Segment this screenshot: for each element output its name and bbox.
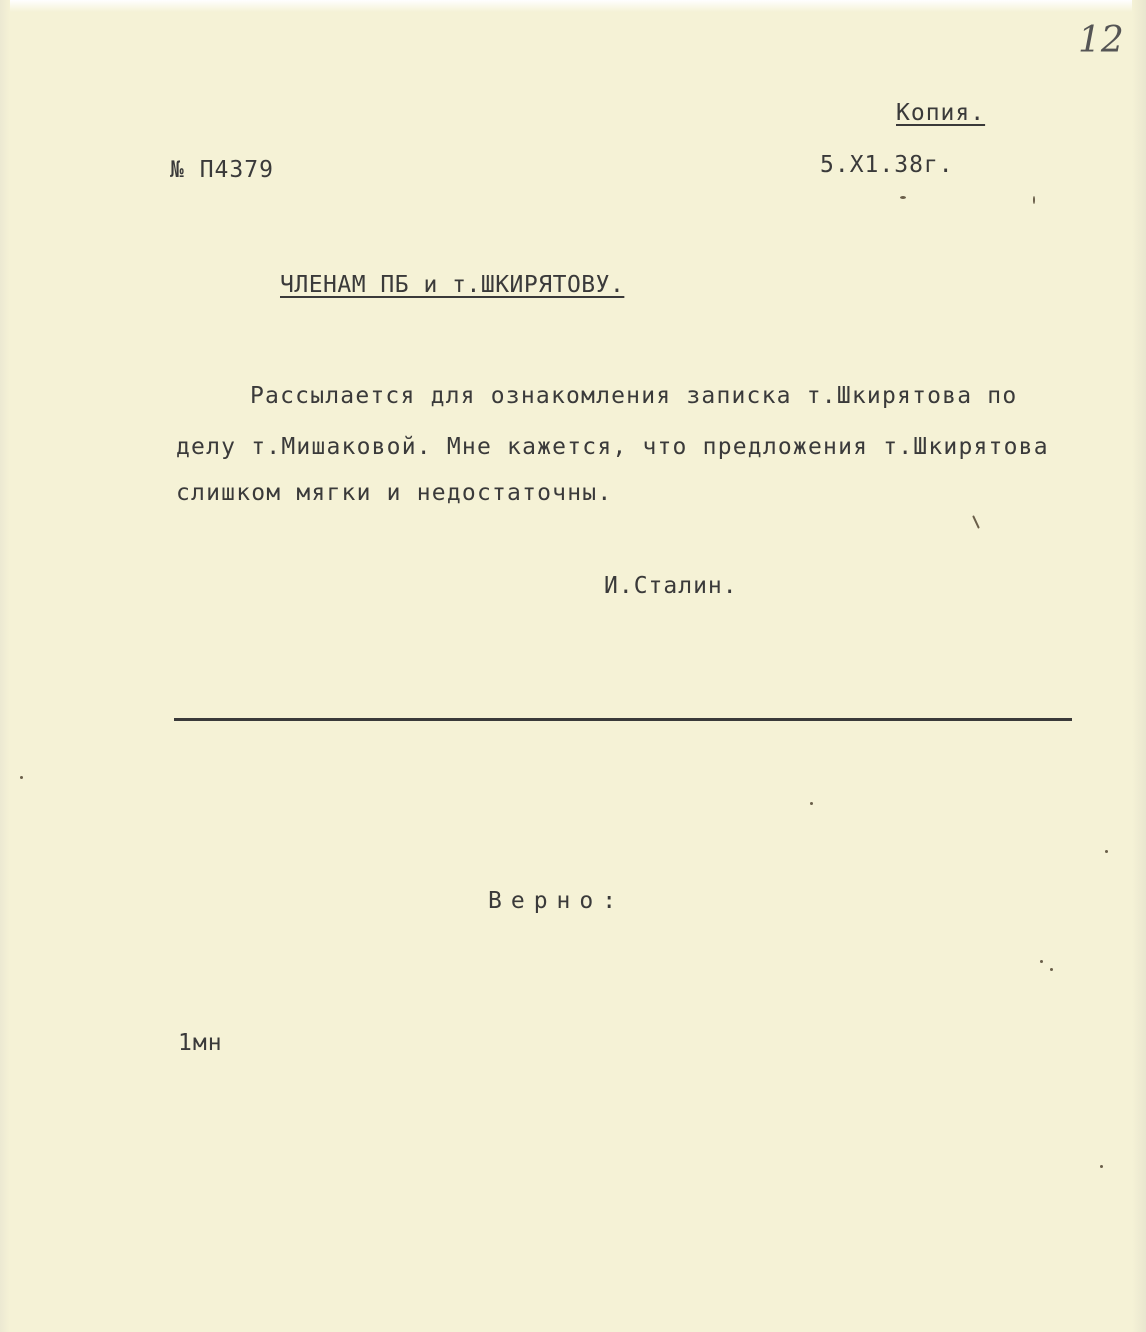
document-date: 5.Х1.38г.	[820, 152, 954, 178]
body-line-2: делу т.Мишаковой. Мне кажется, что предложения т.Шкирятова	[176, 434, 1049, 460]
addressee-heading: ЧЛЕНАМ ПБ и т.ШКИРЯТОВУ.	[280, 272, 625, 298]
body-line-3: слишком мягки и недостаточны.	[176, 480, 613, 506]
paper-mark	[900, 196, 906, 199]
copy-mark: Копия.	[896, 100, 986, 126]
handwritten-page-number: 12	[1078, 20, 1124, 61]
body-line-1: Рассылается для ознакомления записка т.Шкирятова по	[250, 383, 1018, 409]
paper-edge-right	[1132, 0, 1146, 1332]
paper-mark	[810, 802, 813, 805]
signature: И.Сталин.	[604, 573, 738, 599]
certification-mark: Верно:	[488, 888, 626, 914]
paper-mark	[1050, 968, 1053, 971]
paper-mark	[1105, 850, 1108, 853]
paper-mark	[1100, 1165, 1103, 1168]
paper-mark	[972, 515, 980, 529]
document-number: № П4379	[170, 157, 274, 183]
paper-mark	[1040, 960, 1043, 963]
paper-edge-top	[0, 0, 1146, 12]
paper-mark	[1033, 196, 1035, 204]
divider-line	[174, 718, 1072, 721]
paper-mark	[20, 776, 23, 779]
copies-count: 1мн	[178, 1030, 223, 1056]
paper-edge-left	[0, 0, 10, 1332]
